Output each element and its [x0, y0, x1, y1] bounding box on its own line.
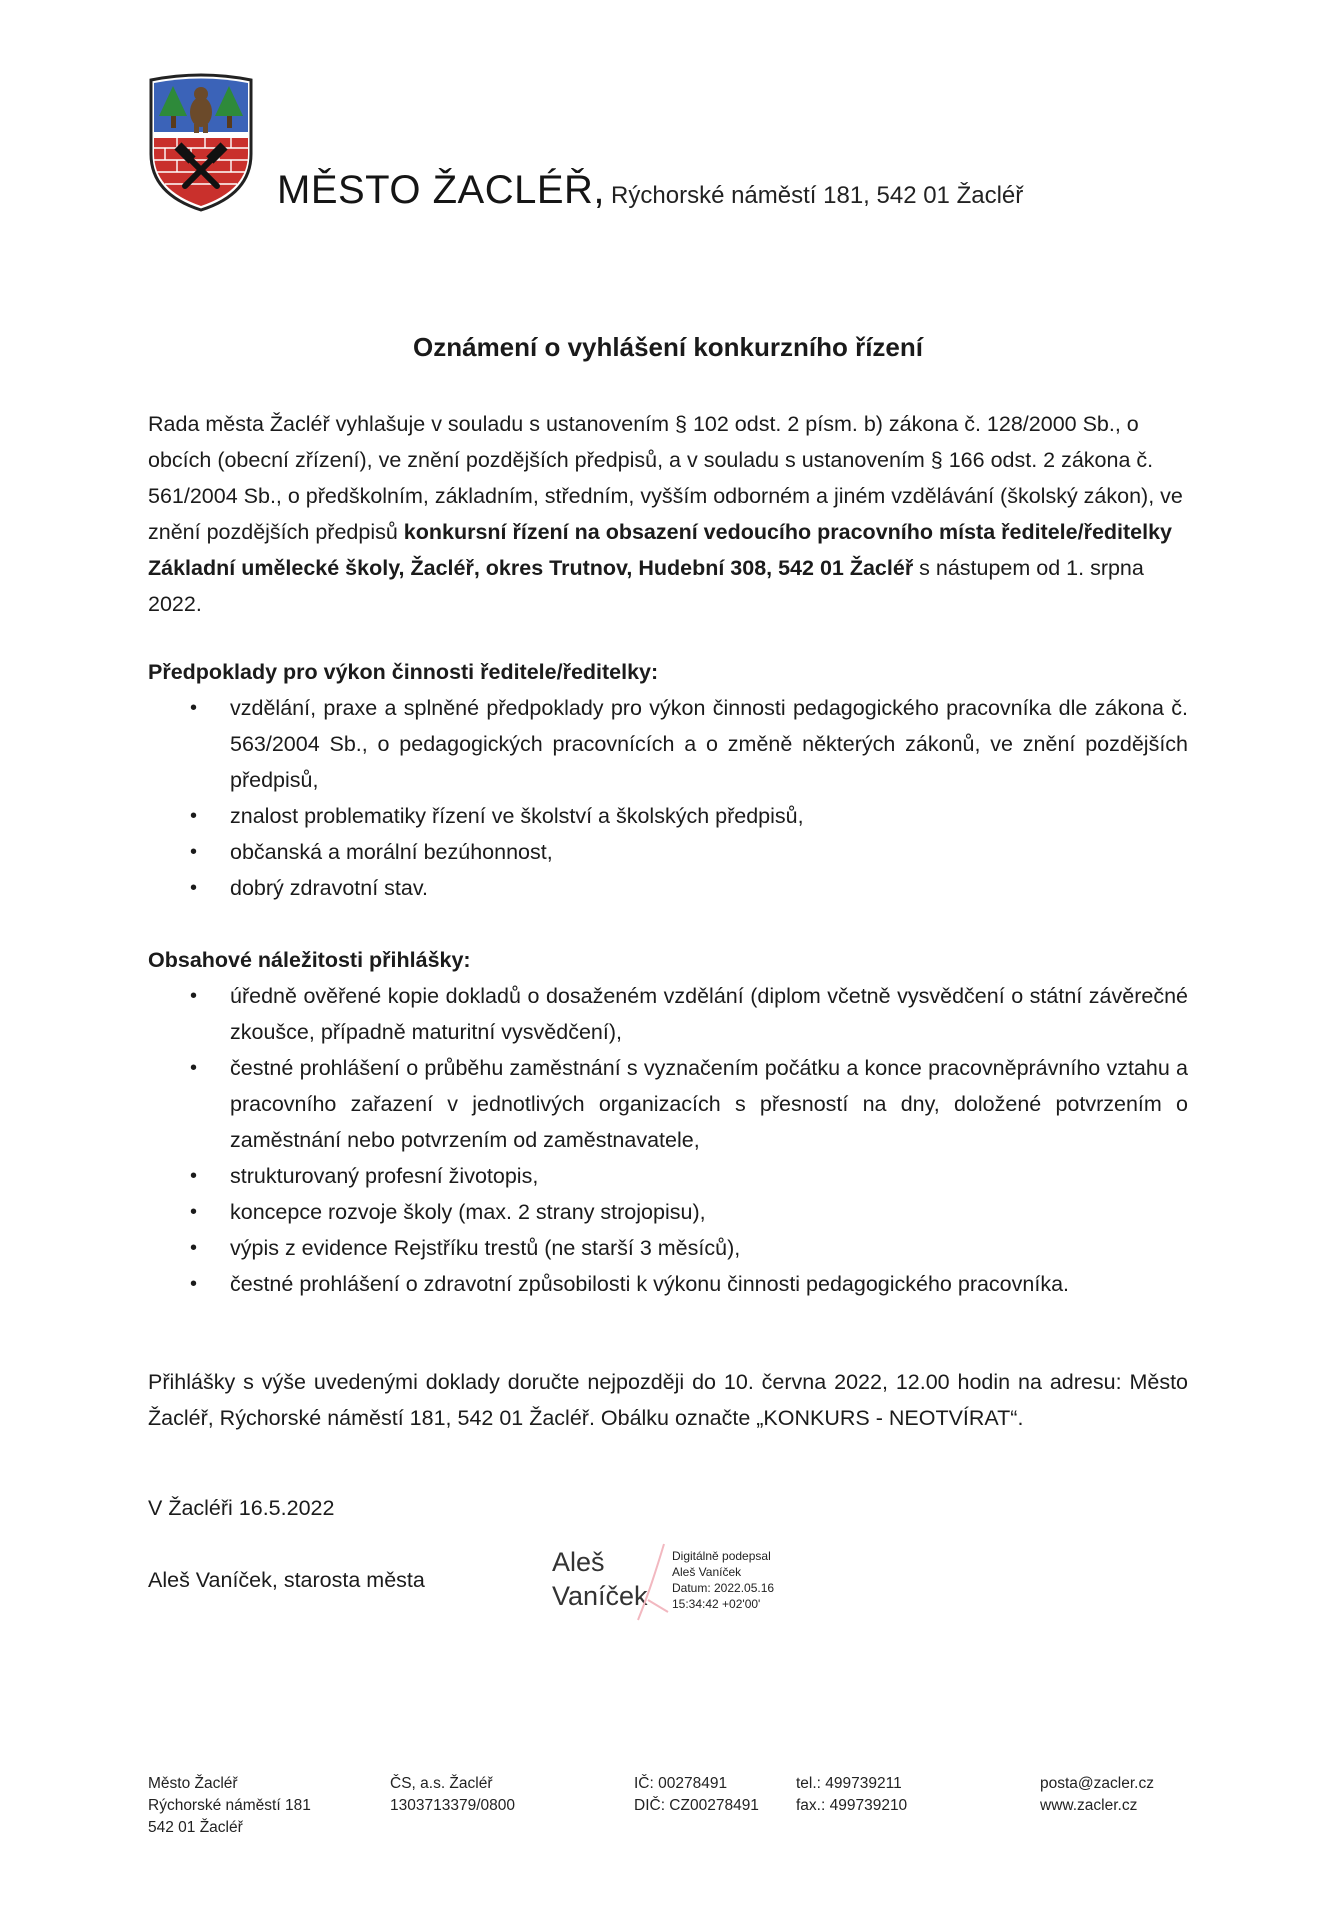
bullet-icon: •	[190, 1057, 198, 1079]
footer-line: tel.: 499739211	[796, 1775, 902, 1792]
letterhead	[277, 168, 1023, 213]
footer-contact	[1040, 1773, 1154, 1817]
list-item-text: vzdělání, praxe a splněné předpoklady pro výkon činnosti pedagogického pracovníka dle zákona č. 563/2004 Sb., o pedagogických pracovnících a o změně některých zákonů, ve znění pozdějších předpisů,	[230, 696, 1188, 792]
footer-line: Rýchorské náměstí 181	[148, 1797, 311, 1814]
bullet-icon: •	[190, 1237, 198, 1259]
footer-line: IČ: 00278491	[634, 1775, 728, 1792]
signature-info-line: 15:34:42 +02'00'	[672, 1597, 761, 1611]
list-item-text: koncepce rozvoje školy (max. 2 strany strojopisu),	[230, 1200, 706, 1224]
date-line: V Žacléři 16.5.2022	[148, 1496, 335, 1520]
list-item	[148, 798, 1188, 834]
page-title: Oznámení o vyhlášení konkurzního řízení	[413, 332, 923, 362]
bullet-icon: •	[190, 697, 198, 719]
list-item-text: dobrý zdravotní stav.	[230, 876, 428, 900]
list-item	[148, 978, 1188, 1050]
application-contents-section	[148, 942, 1188, 1302]
signature-last-name: Vaníček	[552, 1581, 648, 1611]
footer-line: fax.: 499739210	[796, 1797, 908, 1814]
intro-bold-text: konkursní řízení na obsazení vedoucího pracovního místa ředitele/ředitelky Základní umělecké školy, Žacléř, okres Trutnov, Hudební 308, 542 01 Žacléř	[148, 520, 1173, 580]
requirements-list	[148, 690, 1188, 906]
signature-info-line: Aleš Vaníček	[672, 1565, 742, 1579]
list-item-text: výpis z evidence Rejstříku trestů (ne starší 3 měsíců),	[230, 1236, 741, 1260]
footer-address	[148, 1773, 311, 1839]
city-name: MĚSTO ŽACLÉŘ,	[277, 168, 606, 212]
requirements-heading: Předpoklady pro výkon činnosti ředitele/ředitelky:	[148, 660, 659, 684]
list-item-text: čestné prohlášení o zdravotní způsobilosti k výkonu činnosti pedagogického pracovníka.	[230, 1272, 1070, 1296]
list-item	[148, 1050, 1188, 1158]
list-item	[148, 870, 1188, 906]
signature-flourish-icon	[628, 1540, 672, 1624]
signature-first-name: Aleš	[552, 1547, 605, 1577]
list-item-text: znalost problematiky řízení ve školství a školských předpisů,	[230, 804, 804, 828]
footer-line: ČS, a.s. Žacléř	[390, 1775, 493, 1792]
list-item-text: čestné prohlášení o průběhu zaměstnání s vyznačením počátku a konce pracovněprávního vztahu a pracovního zařazení v jednotlivých organizacích s přesností na dny, doložené potvrzením o zaměstnání nebo potvrzením od zaměstnavatele,	[230, 1056, 1188, 1152]
list-item-text: občanská a morální bezúhonnost,	[230, 840, 553, 864]
bullet-icon: •	[190, 877, 198, 899]
signature-info-line: Digitálně podepsal	[672, 1549, 771, 1563]
intro-text-end: s nástupem od 1. srpna 2022.	[148, 556, 1144, 616]
bullet-icon: •	[190, 1201, 198, 1223]
list-item	[148, 1266, 1188, 1302]
intro-text: Rada města Žacléř vyhlašuje v souladu s ustanovením § 102 odst. 2 písm. b) zákona č. 128/2000 Sb., o obcích (obecní zřízení), ve znění pozdějších předpisů, a v souladu s ustanovením § 166 odst. 2 zákona č. 561/2004 Sb., o předškolním, základním, středním, vyšším odborném a jiném vzdělávání (školský zákon), ve znění pozdějších předpisů	[148, 412, 1183, 544]
list-item-text: úředně ověřené kopie dokladů o dosaženém vzdělání (diplom včetně vysvědčení o státní závěrečné zkoušce, případně maturitní vysvědčení),	[230, 984, 1188, 1044]
bullet-icon: •	[190, 1165, 198, 1187]
footer-phone	[796, 1773, 907, 1817]
list-item	[148, 690, 1188, 798]
footer-line: Město Žacléř	[148, 1775, 238, 1792]
footer-line: 542 01 Žacléř	[148, 1819, 243, 1836]
city-address: Rýchorské náměstí 181, 542 01 Žacléř	[611, 182, 1024, 209]
bullet-icon: •	[190, 841, 198, 863]
contents-list	[148, 978, 1188, 1302]
deadline-paragraph: Přihlášky s výše uvedenými doklady doručte nejpozději do 10. června 2022, 12.00 hodin na adresu: Město Žacléř, Rýchorské náměstí 181, 542 01 Žacléř. Obálku označte „KONKURS - NEOTVÍRAT“.	[148, 1370, 1188, 1430]
footer-ids	[634, 1773, 759, 1817]
footer-bank	[390, 1773, 515, 1817]
bullet-icon: •	[190, 805, 198, 827]
intro-paragraph	[148, 406, 1188, 622]
coat-of-arms-icon	[145, 72, 257, 212]
mayor-line: Aleš Vaníček, starosta města	[148, 1568, 425, 1592]
list-item	[148, 1230, 1188, 1266]
list-item	[148, 1158, 1188, 1194]
requirements-section	[148, 654, 1188, 906]
signature-info-line: Datum: 2022.05.16	[672, 1581, 775, 1595]
list-item	[148, 1194, 1188, 1230]
bullet-icon: •	[190, 1273, 198, 1295]
footer-email: posta@zacler.cz	[1040, 1775, 1154, 1792]
list-item-text: strukturovaný profesní životopis,	[230, 1164, 539, 1188]
footer-line: DIČ: CZ00278491	[634, 1797, 759, 1814]
bullet-icon: •	[190, 985, 198, 1007]
footer-website: www.zacler.cz	[1040, 1797, 1138, 1814]
contents-heading: Obsahové náležitosti přihlášky:	[148, 948, 471, 972]
list-item	[148, 834, 1188, 870]
footer-line: 1303713379/0800	[390, 1797, 515, 1814]
digital-signature-info	[672, 1548, 774, 1612]
